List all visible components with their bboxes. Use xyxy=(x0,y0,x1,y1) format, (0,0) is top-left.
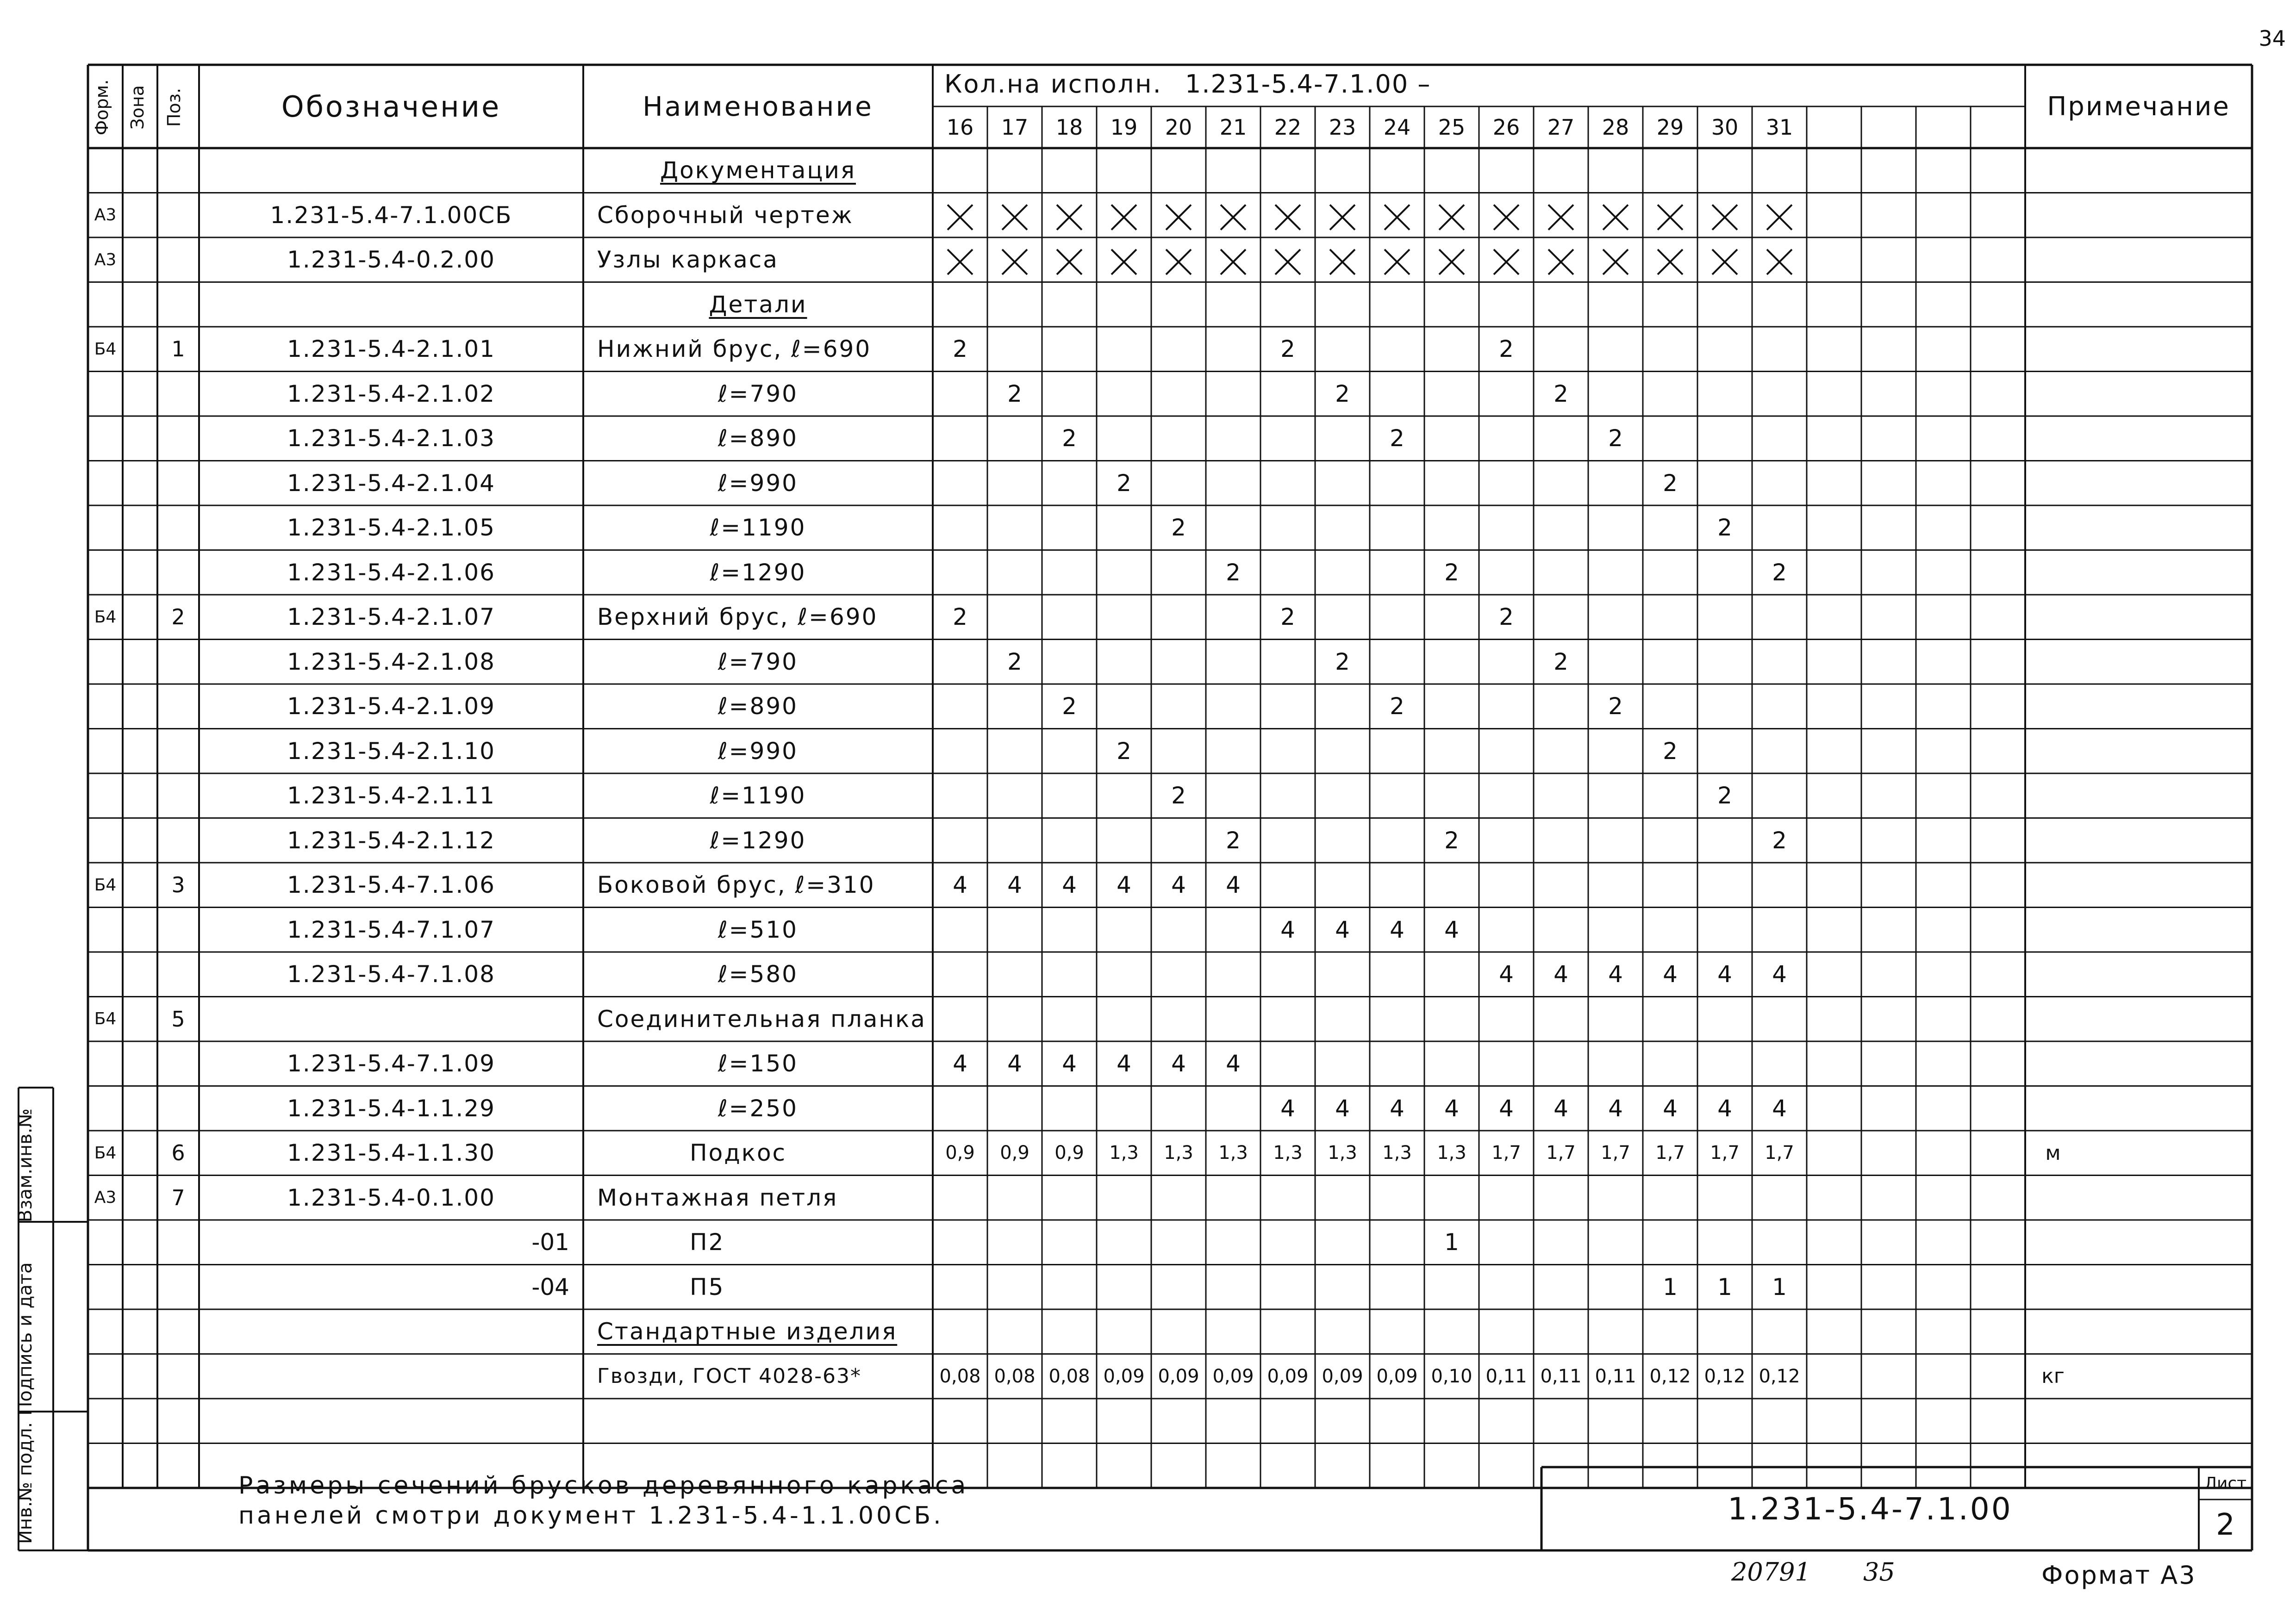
qty-cell: 4 xyxy=(1335,916,1350,943)
qty-cell: 2 xyxy=(1772,827,1787,854)
qty-cell: 0,12 xyxy=(1759,1365,1800,1387)
qty-cell: 2 xyxy=(1280,336,1295,363)
designation-cell: 1.231-5.4-1.1.29 xyxy=(287,1095,495,1122)
designation-cell: 1.231-5.4-2.1.10 xyxy=(287,737,495,765)
qty-cell: 2 xyxy=(1608,425,1623,452)
name-cell: Монтажная петля xyxy=(597,1184,838,1211)
name-cell: Гвозди, ГОСТ 4028-63* xyxy=(597,1364,861,1388)
qty-cell: 4 xyxy=(1608,961,1623,988)
side-podpis: Подпись и дата xyxy=(15,1262,36,1416)
name-cell: Подкос xyxy=(690,1139,787,1167)
designation-cell: 1.231-5.4-2.1.11 xyxy=(287,782,495,809)
designation-cell: 1.231-5.4-2.1.04 xyxy=(287,469,495,497)
variant-header: 30 xyxy=(1711,115,1739,140)
qty-cell: 2 xyxy=(1444,827,1459,854)
qty-cell: 2 xyxy=(1171,782,1186,809)
name-cell: П2 xyxy=(690,1229,725,1256)
variant-header: 18 xyxy=(1055,115,1083,140)
designation-cell: 1.231-5.4-2.1.06 xyxy=(287,559,495,586)
qty-cell: 2 xyxy=(953,336,967,363)
qty-cell: 1,7 xyxy=(1491,1142,1521,1164)
qty-cell: 1 xyxy=(1717,1273,1732,1300)
designation-cell: 1.231-5.4-7.1.00СБ xyxy=(270,201,512,229)
footer-note-line2: панелей смотри документ 1.231-5.4-1.1.00СБ. xyxy=(238,1502,944,1530)
designation-cell: 1.231-5.4-7.1.06 xyxy=(287,871,495,899)
note-cell: кг xyxy=(2041,1364,2065,1388)
variant-header: 21 xyxy=(1219,115,1247,140)
variant-header: 27 xyxy=(1547,115,1575,140)
name-cell: ℓ=790 xyxy=(718,380,798,407)
qty-cell: 2 xyxy=(1499,604,1514,631)
name-cell: ℓ=150 xyxy=(718,1050,798,1077)
qty-cell: 1 xyxy=(1444,1229,1459,1256)
qty-cell: 4 xyxy=(1499,961,1514,988)
qty-cell: 4 xyxy=(1554,1095,1568,1122)
pos-cell: 5 xyxy=(171,1006,185,1032)
qty-cell: 4 xyxy=(1335,1095,1350,1122)
header-pos: Поз. xyxy=(164,87,184,127)
qty-cell: 0,9 xyxy=(1054,1142,1084,1164)
form-cell: А3 xyxy=(94,205,117,225)
qty-cell: 1,3 xyxy=(1273,1142,1303,1164)
qty-cell: 4 xyxy=(1717,961,1732,988)
name-cell: ℓ=890 xyxy=(718,425,798,452)
qty-cell: 4 xyxy=(1608,1095,1623,1122)
form-cell: Б4 xyxy=(94,1009,117,1029)
name-cell: Документация xyxy=(660,157,856,184)
qty-cell: 2 xyxy=(1717,782,1732,809)
variant-header: 26 xyxy=(1492,115,1520,140)
designation-cell: 1.231-5.4-2.1.01 xyxy=(287,336,495,363)
footer-archive-page: 35 xyxy=(1863,1557,1895,1587)
qty-cell: 4 xyxy=(1663,1095,1678,1122)
qty-cell: 2 xyxy=(1444,559,1459,586)
form-cell: Б4 xyxy=(94,339,117,359)
qty-cell: 4 xyxy=(1062,871,1077,899)
name-cell: Стандартные изделия xyxy=(597,1318,898,1345)
qty-cell: 1,3 xyxy=(1164,1142,1193,1164)
qty-cell: 4 xyxy=(1444,1095,1459,1122)
name-cell: Соединительная планка xyxy=(597,1005,926,1033)
note-cell: м xyxy=(2045,1141,2061,1165)
variant-header: 20 xyxy=(1165,115,1192,140)
qty-cell: 2 xyxy=(1335,648,1350,675)
qty-cell: 4 xyxy=(953,1050,967,1077)
qty-cell: 4 xyxy=(1554,961,1568,988)
qty-cell: 2 xyxy=(1663,469,1678,497)
qty-cell: 2 xyxy=(1554,380,1568,407)
qty-cell: 4 xyxy=(1007,871,1022,899)
qty-cell: 4 xyxy=(1390,1095,1404,1122)
name-cell: Узлы каркаса xyxy=(597,246,779,274)
designation-cell: 1.231-5.4-2.1.07 xyxy=(287,604,495,631)
variant-header: 24 xyxy=(1383,115,1411,140)
designation-cell: 1.231-5.4-2.1.09 xyxy=(287,693,495,720)
name-cell: Детали xyxy=(709,291,807,318)
pos-cell: 1 xyxy=(171,336,185,362)
qty-cell: 4 xyxy=(1390,916,1404,943)
form-cell: А3 xyxy=(94,1188,117,1207)
header-qty-label: Кол.на исполн. xyxy=(944,69,1162,99)
qty-cell: 2 xyxy=(1717,514,1732,541)
name-cell: ℓ=890 xyxy=(718,693,798,720)
qty-cell: 2 xyxy=(1280,604,1295,631)
page-number: 34 xyxy=(2259,26,2286,51)
designation-cell: 1.231-5.4-0.1.00 xyxy=(287,1184,495,1211)
footer-sheet-label: Лист xyxy=(2204,1474,2247,1493)
qty-cell: 4 xyxy=(1280,1095,1295,1122)
name-cell: ℓ=250 xyxy=(718,1095,798,1122)
pos-cell: 3 xyxy=(171,872,185,898)
name-cell: Нижний брус, ℓ=690 xyxy=(597,336,872,363)
name-cell: П5 xyxy=(690,1273,725,1300)
qty-cell: 2 xyxy=(1608,693,1623,720)
variant-header: 22 xyxy=(1274,115,1302,140)
qty-cell: 2 xyxy=(1171,514,1186,541)
qty-cell: 4 xyxy=(1171,871,1186,899)
designation-cell: 1.231-5.4-7.1.09 xyxy=(287,1050,495,1077)
qty-cell: 2 xyxy=(1226,827,1241,854)
qty-cell: 1,3 xyxy=(1109,1142,1139,1164)
header-designation: Обозначение xyxy=(281,89,501,124)
header-form: Форм. xyxy=(92,79,112,136)
form-cell: Б4 xyxy=(94,875,117,895)
qty-cell: 2 xyxy=(1772,559,1787,586)
pos-cell: 6 xyxy=(171,1140,185,1166)
form-cell: Б4 xyxy=(94,1143,117,1163)
header-qty-code: 1.231-5.4-7.1.00 – xyxy=(1185,69,1431,99)
qty-cell: 2 xyxy=(1554,648,1568,675)
qty-cell: 4 xyxy=(1171,1050,1186,1077)
header-zone: Зона xyxy=(127,85,148,130)
pos-cell: 2 xyxy=(171,604,185,630)
qty-cell: 0,11 xyxy=(1485,1365,1527,1387)
qty-cell: 1,7 xyxy=(1710,1142,1740,1164)
qty-cell: 0,08 xyxy=(1048,1365,1090,1387)
variant-header: 23 xyxy=(1329,115,1356,140)
qty-cell: 0,9 xyxy=(945,1142,975,1164)
qty-cell: 0,12 xyxy=(1649,1365,1691,1387)
designation-cell: -01 xyxy=(531,1229,569,1256)
qty-cell: 4 xyxy=(1499,1095,1514,1122)
name-cell: ℓ=580 xyxy=(718,961,798,988)
designation-cell: 1.231-5.4-2.1.03 xyxy=(287,425,495,452)
qty-cell: 1 xyxy=(1772,1273,1787,1300)
qty-cell: 2 xyxy=(1390,425,1404,452)
qty-cell: 4 xyxy=(1117,1050,1131,1077)
designation-cell: 1.231-5.4-2.1.08 xyxy=(287,648,495,675)
qty-cell: 4 xyxy=(1062,1050,1077,1077)
qty-cell: 4 xyxy=(1444,916,1459,943)
name-cell: ℓ=1190 xyxy=(710,782,806,809)
qty-cell: 4 xyxy=(1280,916,1295,943)
designation-cell: -04 xyxy=(531,1273,569,1300)
qty-cell: 0,09 xyxy=(1376,1365,1418,1387)
footer-format: Формат А3 xyxy=(2041,1561,2196,1590)
qty-cell: 1,3 xyxy=(1218,1142,1248,1164)
name-cell: ℓ=790 xyxy=(718,648,798,675)
qty-cell: 4 xyxy=(1226,871,1241,899)
qty-cell: 2 xyxy=(1117,737,1131,765)
qty-cell: 1 xyxy=(1663,1273,1678,1300)
qty-cell: 4 xyxy=(953,871,967,899)
footer-archive-number: 20791 xyxy=(1731,1557,1811,1587)
footer-doc-code: 1.231-5.4-7.1.00 xyxy=(1728,1491,2013,1527)
name-cell: ℓ=510 xyxy=(718,916,798,943)
pos-cell: 7 xyxy=(171,1185,185,1210)
qty-cell: 2 xyxy=(1007,380,1022,407)
qty-cell: 1,3 xyxy=(1382,1142,1412,1164)
name-cell: Верхний брус, ℓ=690 xyxy=(597,604,878,631)
qty-cell: 0,09 xyxy=(1322,1365,1363,1387)
name-cell: Сборочный чертеж xyxy=(597,201,854,229)
qty-cell: 1,3 xyxy=(1328,1142,1357,1164)
qty-cell: 0,10 xyxy=(1431,1365,1472,1387)
qty-cell: 0,11 xyxy=(1540,1365,1582,1387)
side-vzam: Взам.инв.№ xyxy=(15,1108,36,1223)
designation-cell: 1.231-5.4-7.1.07 xyxy=(287,916,495,943)
qty-cell: 2 xyxy=(1390,693,1404,720)
qty-cell: 0,08 xyxy=(939,1365,981,1387)
qty-cell: 1,7 xyxy=(1546,1142,1576,1164)
qty-cell: 1,3 xyxy=(1437,1142,1466,1164)
qty-cell: 0,9 xyxy=(1000,1142,1029,1164)
qty-cell: 4 xyxy=(1663,961,1678,988)
qty-cell: 4 xyxy=(1717,1095,1732,1122)
qty-cell: 1,7 xyxy=(1655,1142,1685,1164)
qty-cell: 4 xyxy=(1772,1095,1787,1122)
designation-cell: 1.231-5.4-1.1.30 xyxy=(287,1139,495,1167)
name-cell: ℓ=990 xyxy=(718,469,798,497)
qty-cell: 2 xyxy=(1062,425,1077,452)
variant-header: 17 xyxy=(1001,115,1029,140)
variant-header: 19 xyxy=(1110,115,1138,140)
qty-cell: 4 xyxy=(1117,871,1131,899)
footer-sheet-number: 2 xyxy=(2216,1508,2235,1542)
qty-cell: 2 xyxy=(1226,559,1241,586)
header-name: Наименование xyxy=(643,91,873,122)
variant-header: 31 xyxy=(1766,115,1793,140)
name-cell: Боковой брус, ℓ=310 xyxy=(597,871,875,899)
qty-cell: 2 xyxy=(1335,380,1350,407)
footer-note-line1: Размеры сечений брусков деревянного каркаса xyxy=(238,1472,969,1500)
designation-cell: 1.231-5.4-0.2.00 xyxy=(287,246,495,274)
designation-cell: 1.231-5.4-2.1.12 xyxy=(287,827,495,854)
header-note: Примечание xyxy=(2047,91,2230,122)
form-cell: А3 xyxy=(94,250,117,269)
variant-header: 16 xyxy=(946,115,974,140)
name-cell: ℓ=1290 xyxy=(710,559,806,586)
designation-cell: 1.231-5.4-7.1.08 xyxy=(287,961,495,988)
name-cell: ℓ=1290 xyxy=(710,827,806,854)
name-cell: ℓ=990 xyxy=(718,737,798,765)
variant-header: 28 xyxy=(1602,115,1629,140)
qty-cell: 0,09 xyxy=(1267,1365,1309,1387)
qty-cell: 4 xyxy=(1007,1050,1022,1077)
qty-cell: 2 xyxy=(1062,693,1077,720)
qty-cell: 2 xyxy=(953,604,967,631)
qty-cell: 0,09 xyxy=(1103,1365,1145,1387)
qty-cell: 1,7 xyxy=(1765,1142,1794,1164)
qty-cell: 4 xyxy=(1226,1050,1241,1077)
qty-cell: 2 xyxy=(1007,648,1022,675)
variant-header: 29 xyxy=(1656,115,1684,140)
qty-cell: 0,11 xyxy=(1595,1365,1636,1387)
qty-cell: 2 xyxy=(1499,336,1514,363)
qty-cell: 0,09 xyxy=(1158,1365,1199,1387)
qty-cell: 0,08 xyxy=(994,1365,1036,1387)
qty-cell: 1,7 xyxy=(1601,1142,1630,1164)
qty-cell: 0,09 xyxy=(1212,1365,1254,1387)
qty-cell: 2 xyxy=(1117,469,1131,497)
side-inv-podl: Инв.№ подл. xyxy=(15,1422,36,1544)
designation-cell: 1.231-5.4-2.1.02 xyxy=(287,380,495,407)
name-cell: ℓ=1190 xyxy=(710,514,806,541)
qty-cell: 0,12 xyxy=(1704,1365,1746,1387)
qty-cell: 4 xyxy=(1772,961,1787,988)
form-cell: Б4 xyxy=(94,607,117,627)
qty-cell: 2 xyxy=(1663,737,1678,765)
designation-cell: 1.231-5.4-2.1.05 xyxy=(287,514,495,541)
variant-header: 25 xyxy=(1438,115,1466,140)
